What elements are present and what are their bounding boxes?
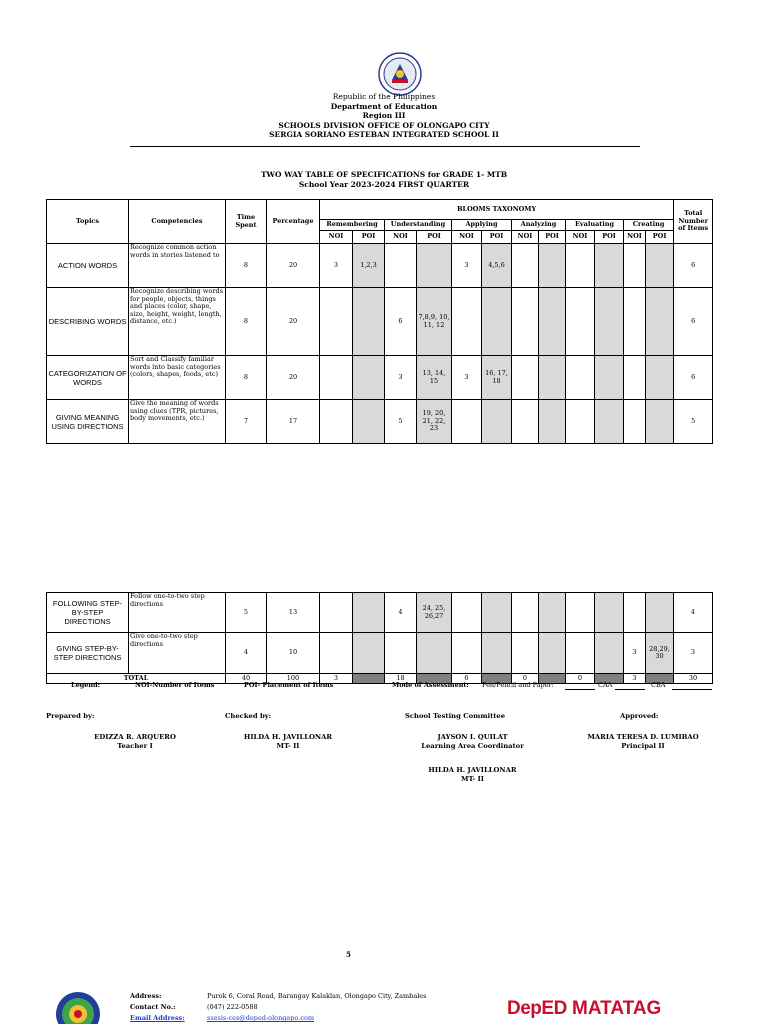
poi-cell — [539, 356, 566, 400]
poi-cell — [539, 400, 566, 444]
poi-cell — [353, 356, 385, 400]
poi-cell — [353, 288, 385, 356]
deped-seal-logo — [378, 52, 422, 96]
total-time: 40 — [226, 674, 267, 684]
percentage-cell: 20 — [267, 288, 320, 356]
noi-cell — [566, 400, 595, 444]
legend-noi: NOI-Number of Items — [135, 681, 215, 689]
topic-cell: GIVING MEANING USING DIRECTIONS — [47, 400, 129, 444]
topic-cell: ACTION WORDS — [47, 244, 129, 288]
noi-cell — [624, 288, 646, 356]
email-link[interactable]: ssesis-ces@deped-olongapo.com — [207, 1014, 315, 1022]
total-items-cell: 4 — [674, 593, 713, 633]
total-noi-remembering: 3 — [320, 674, 353, 684]
prepared-signatory — [60, 733, 210, 751]
page-number: 5 — [346, 950, 351, 959]
title-line1: TWO WAY TABLE OF SPECIFICATIONS for GRADE 1- MTB — [260, 170, 508, 179]
poi-cell — [539, 593, 566, 633]
noi-cell: 3 — [320, 244, 353, 288]
subheader-noi: NOI — [512, 231, 539, 244]
subheader-noi: NOI — [566, 231, 595, 244]
subheader-noi: NOI — [385, 231, 417, 244]
poi-cell — [595, 244, 624, 288]
legend-cba: CBA — [651, 681, 666, 689]
noi-cell — [452, 633, 482, 674]
noi-cell — [452, 593, 482, 633]
time-cell: 7 — [226, 400, 267, 444]
noi-cell — [512, 356, 539, 400]
noi-cell — [320, 633, 353, 674]
school-seal-logo — [54, 990, 102, 1024]
approved-title: Principal II — [621, 742, 665, 750]
address-label: Address: — [130, 992, 162, 1000]
header-school: SERGIA SORIANO ESTEBAN INTEGRATED SCHOOL II — [269, 130, 499, 139]
prepared-name: EDIZZA R. ARQUERO — [94, 733, 176, 741]
approved-name: MARIA TERESA D. LUMIBAO — [587, 733, 699, 741]
level-remembering: Remembering — [320, 220, 385, 231]
noi-cell — [512, 400, 539, 444]
competency-cell: Give one-to-two step directions — [129, 633, 226, 674]
legend-mode: Mode of Assessment: — [392, 681, 469, 689]
poi-cell — [482, 288, 512, 356]
noi-cell — [566, 288, 595, 356]
time-cell: 5 — [226, 593, 267, 633]
noi-cell — [624, 593, 646, 633]
total-items-cell: 5 — [674, 400, 713, 444]
competency-cell: Give the meaning of words using clues (TPR, pictures, body movements, etc.) — [129, 400, 226, 444]
deped-logo: DepED — [507, 998, 567, 1019]
committee-name-1: JAYSON I. QUILAT — [437, 733, 508, 741]
poi-cell — [353, 400, 385, 444]
noi-cell — [566, 356, 595, 400]
prepared-by-label: Prepared by: — [46, 712, 95, 720]
table-row — [47, 400, 713, 444]
cba-blank-line — [672, 689, 712, 690]
noi-cell: 3 — [385, 356, 417, 400]
header-division: SCHOOLS DIVISION OFFICE OF OLONGAPO CITY — [278, 120, 490, 130]
noi-cell: 6 — [385, 288, 417, 356]
noi-cell — [624, 244, 646, 288]
legend-caa: CAA — [598, 681, 613, 689]
percentage-cell: 20 — [267, 244, 320, 288]
total-items-cell: 6 — [674, 244, 713, 288]
poi-cell — [539, 244, 566, 288]
noi-cell — [385, 244, 417, 288]
committee-signatory-1 — [395, 733, 550, 751]
checked-signatory — [213, 733, 363, 751]
noi-cell — [512, 244, 539, 288]
noi-cell: 4 — [385, 593, 417, 633]
level-understanding: Understanding — [385, 220, 452, 231]
total-poi-shade — [353, 674, 385, 684]
legend-ppt: Pen/Pencil and Paper: — [482, 681, 554, 689]
checked-name: HILDA H. JAVILLONAR — [243, 733, 333, 741]
poi-cell — [595, 288, 624, 356]
matatag-logo: MATATAG — [572, 998, 662, 1019]
poi-cell — [353, 593, 385, 633]
noi-cell: 5 — [385, 400, 417, 444]
document-title — [0, 170, 768, 189]
poi-cell — [646, 356, 674, 400]
total-noi-analyzing: 0 — [512, 674, 539, 684]
noi-cell — [320, 356, 353, 400]
percentage-cell: 17 — [267, 400, 320, 444]
noi-cell — [512, 633, 539, 674]
table-row — [47, 593, 713, 633]
competency-cell: Sort and Classify familiar words into basic categories (colors, shapes, foods, etc) — [129, 356, 226, 400]
caa-blank-line — [615, 689, 645, 690]
noi-cell — [512, 593, 539, 633]
total-items-cell: 6 — [674, 288, 713, 356]
poi-cell — [539, 288, 566, 356]
table-row — [47, 633, 713, 674]
subheader-poi: POI — [595, 231, 624, 244]
col-time: Time Spent — [226, 200, 267, 244]
tos-table-top — [46, 199, 713, 444]
total-noi-applying: 6 — [452, 674, 482, 684]
poi-cell — [482, 633, 512, 674]
noi-cell — [624, 356, 646, 400]
poi-cell: 4,5,6 — [482, 244, 512, 288]
total-items-cell: 6 — [674, 356, 713, 400]
committee-title-2: MT- II — [460, 775, 484, 783]
poi-cell: 19, 20, 21, 22, 23 — [417, 400, 452, 444]
subheader-poi: POI — [539, 231, 566, 244]
tos-table-bottom — [46, 592, 713, 684]
subheader-poi: POI — [417, 231, 452, 244]
address-value: Purok 6, Coral Road, Barangay Kalaklan, Olongapo City, Zambales — [207, 992, 427, 1000]
subheader-noi: NOI — [624, 231, 646, 244]
poi-cell — [482, 593, 512, 633]
subheader-poi: POI — [353, 231, 385, 244]
total-pct: 100 — [267, 674, 320, 684]
noi-cell: 3 — [452, 356, 482, 400]
poi-cell: 13, 14, 15 — [417, 356, 452, 400]
subheader-noi: NOI — [320, 231, 353, 244]
total-noi-evaluating: 0 — [566, 674, 595, 684]
poi-cell — [646, 593, 674, 633]
competency-cell: Recognize common action words in stories listened to — [129, 244, 226, 288]
noi-cell — [566, 593, 595, 633]
total-noi-understanding: 18 — [385, 674, 417, 684]
poi-cell — [417, 244, 452, 288]
header-department: Department of Education — [330, 101, 438, 111]
header-region: Region III — [362, 111, 406, 120]
noi-cell — [452, 288, 482, 356]
percentage-cell: 10 — [267, 633, 320, 674]
noi-cell — [320, 400, 353, 444]
poi-cell — [646, 244, 674, 288]
noi-cell: 3 — [452, 244, 482, 288]
poi-cell: 28,29, 30 — [646, 633, 674, 674]
committee-label: School Testing Committee — [405, 712, 506, 720]
checked-title: MT- II — [276, 742, 300, 750]
committee-name-2: HILDA H. JAVILLONAR — [428, 766, 517, 774]
poi-cell — [595, 356, 624, 400]
poi-cell — [646, 288, 674, 356]
noi-cell — [385, 633, 417, 674]
topic-cell: DESCRIBING WORDS — [47, 288, 129, 356]
noi-cell — [512, 288, 539, 356]
col-percentage: Percentage — [267, 200, 320, 244]
poi-cell — [482, 400, 512, 444]
level-analyzing: Analyzing — [512, 220, 566, 231]
total-items: 30 — [674, 674, 713, 684]
prepared-title: Teacher I — [117, 742, 153, 750]
total-label: TOTAL — [47, 674, 226, 684]
header-republic: Republic of the Philippines — [332, 92, 436, 101]
noi-cell — [624, 400, 646, 444]
legend-poi: POI- Placement of Items — [244, 681, 334, 689]
col-competencies: Competencies — [129, 200, 226, 244]
subheader-noi: NOI — [452, 231, 482, 244]
col-blooms: BLOOMS TAXONOMY — [320, 200, 674, 220]
poi-cell — [539, 633, 566, 674]
topic-cell: GIVING STEP-BY-STEP DIRECTIONS — [47, 633, 129, 674]
noi-cell — [566, 244, 595, 288]
time-cell: 8 — [226, 244, 267, 288]
topic-cell: FOLLOWING STEP-BY-STEP DIRECTIONS — [47, 593, 129, 633]
contact-label: Contact No.: — [130, 1003, 176, 1011]
total-items-cell: 3 — [674, 633, 713, 674]
poi-cell: 24, 25, 26,27 — [417, 593, 452, 633]
noi-cell — [566, 633, 595, 674]
subheader-poi: POI — [482, 231, 512, 244]
poi-cell — [646, 400, 674, 444]
committee-title-1: Learning Area Coordinator — [421, 742, 524, 750]
email-label: Email Address: — [130, 1014, 185, 1022]
level-creating: Creating — [624, 220, 674, 231]
noi-cell: 3 — [624, 633, 646, 674]
ppt-blank-line — [565, 689, 595, 690]
poi-cell: 16, 17, 18 — [482, 356, 512, 400]
time-cell: 8 — [226, 288, 267, 356]
subheader-poi: POI — [646, 231, 674, 244]
poi-cell — [353, 633, 385, 674]
poi-cell — [595, 633, 624, 674]
poi-cell — [595, 400, 624, 444]
poi-cell — [417, 633, 452, 674]
contact-value: (047) 222-0588 — [207, 1003, 258, 1011]
time-cell: 4 — [226, 633, 267, 674]
checked-by-label: Checked by: — [225, 712, 272, 720]
noi-cell — [320, 593, 353, 633]
table-row — [47, 356, 713, 400]
header-rule — [130, 146, 640, 147]
committee-signatory-2 — [395, 766, 550, 784]
title-line2: School Year 2023-2024 FIRST QUARTER — [298, 179, 470, 189]
noi-cell — [320, 288, 353, 356]
col-total: Total Number of Items — [674, 200, 713, 244]
percentage-cell: 13 — [267, 593, 320, 633]
time-cell: 8 — [226, 356, 267, 400]
level-applying: Applying — [452, 220, 512, 231]
topic-cell: CATEGORIZATION OF WORDS — [47, 356, 129, 400]
competency-cell: Follow one-to-two step directions — [129, 593, 226, 633]
letterhead — [0, 92, 768, 140]
table-row — [47, 244, 713, 288]
legend-label: Legend: — [71, 681, 101, 689]
table-row — [47, 288, 713, 356]
poi-cell: 1,2,3 — [353, 244, 385, 288]
competency-cell: Recognize describing words for people, objects, things and places (color, shape, size, height, weight, length, distance, etc.) — [129, 288, 226, 356]
approved-label: Approved: — [620, 712, 659, 720]
approved-signatory — [558, 733, 728, 751]
noi-cell — [452, 400, 482, 444]
percentage-cell: 20 — [267, 356, 320, 400]
poi-cell: 7,8,9, 10, 11, 12 — [417, 288, 452, 356]
level-evaluating: Evaluating — [566, 220, 624, 231]
col-topics: Topics — [47, 200, 129, 244]
total-noi-creating: 3 — [624, 674, 646, 684]
poi-cell — [595, 593, 624, 633]
